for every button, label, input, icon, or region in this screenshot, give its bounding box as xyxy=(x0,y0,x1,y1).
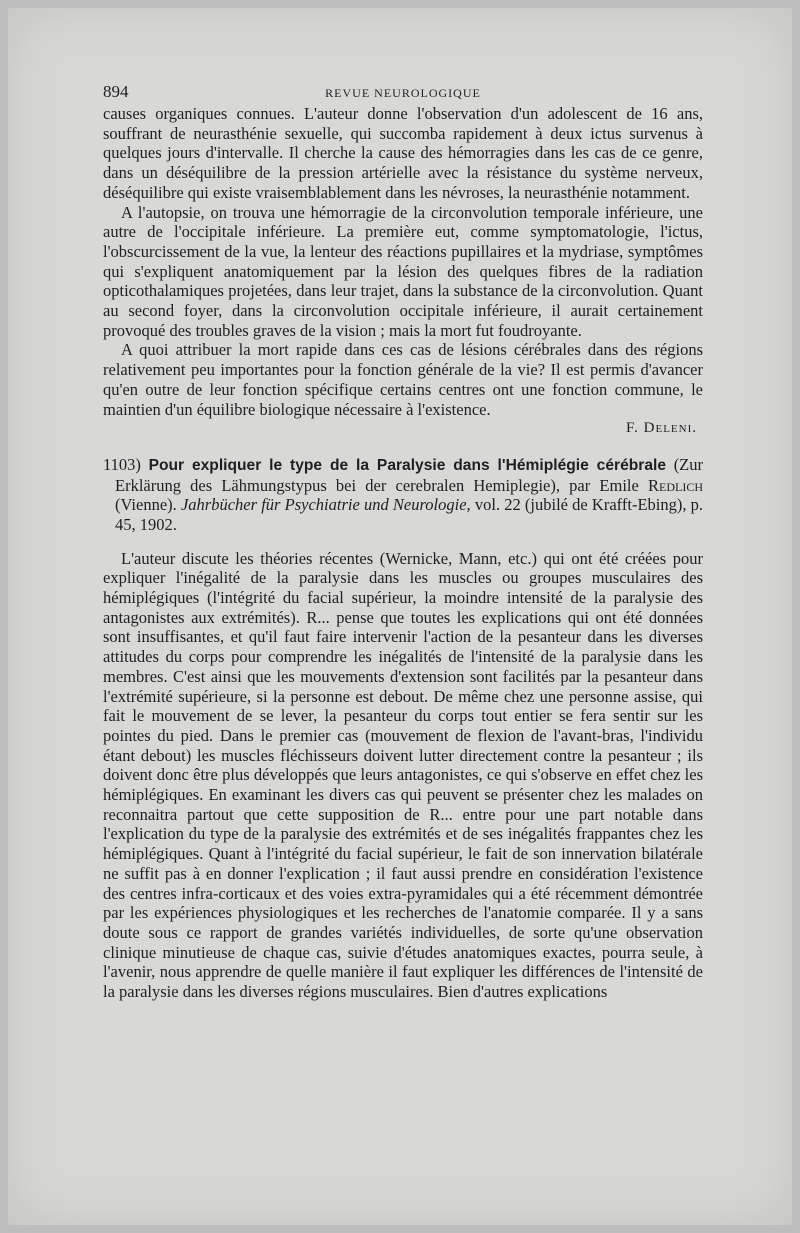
article-citation: vol. 22 (jubilé de Krafft-Ebing), p. 45, 1902. xyxy=(115,495,704,535)
author-first-name: Emile xyxy=(599,475,639,495)
article-heading xyxy=(103,455,703,534)
article-german-title: (Zur Erklärung des Lähmungstypus bei der cerebralen Hemiplegie), par xyxy=(115,455,704,495)
page-header xyxy=(103,82,703,104)
article-title: Pour expliquer le type de la Paralysie dans l'Hémiplégie cérébrale xyxy=(148,457,667,475)
journal-name: Jahrbücher für Psychiatrie und Neurologie, xyxy=(180,495,471,515)
article-entry xyxy=(103,455,703,1002)
paragraph-1: causes organiques connues. L'auteur donne l'observation d'un adolescent de 16 ans, souffrant de neurasthénie sexuelle, qui succomba rapidement à deux ictus survenus à quelques jours d'intervalle. Il cherche la cause des hémorragies dans les cas de ce genre, dans un déséquilibre de la pression artérielle avec la résistance du système nerveux, déséquilibre qui existe vraisemblablement dans les névroses, la neurasthénie notamment. xyxy=(103,104,703,202)
signature-text: F. Deleni. xyxy=(626,420,697,437)
paragraph-2: A l'autopsie, on trouva une hémorragie de la circonvolution temporale inférieure, une autre de l'occipitale inférieure. La première eut, comme symptomatologie, l'ictus, l'obscurcissement de la vue, la lenteur des réactions pupillaires et la mydriase, symptômes qui s'expliquent anatomiquement par la lésion des quelques fibres de la radiation opticothalamiques projetées, dans leur trajet, dans la substance de la circonvolution. Quant au second foyer, dans la circonvolution occipitale inférieure, il aurait certainement provoqué des troubles graves de la vision ; mais la mort fut foudroyante. xyxy=(103,202,703,340)
signature xyxy=(103,419,703,438)
paragraph-3: A quoi attribuer la mort rapide dans ces cas de lésions cérébrales dans des régions relativement peu importantes pour la fonction générale de la vie? Il est permis d'avancer qu'en outre de leur fonction spécifique certains centres ont une fonction commune, le maintien d'un équilibre biologique nécessaire à l'existence. xyxy=(103,340,703,419)
author-place: (Vienne). xyxy=(115,495,177,515)
author-last-name: Redlich xyxy=(648,475,704,495)
page xyxy=(8,8,792,1225)
article-body: L'auteur discute les théories récentes (Wernicke, Mann, etc.) qui ont été créées pour expliquer l'inégalité de la paralysie dans les muscles ou groupes musculaires des hémiplégiques (l'intégrité du facial supérieur, la moindre intensité de la paralysie des antagonistes aux extrémités). R... pense que toutes les explications qui ont été données sont insuffisantes, et qu'il faut faire intervenir l'action de la pesanteur dans les diverses attitudes du corps pour comprendre les inégalités de l'intensité de la paralysie dans les membres. C'est ainsi que les mouvements d'extension sont facilités par la pesanteur dans l'extrémité supérieure, si la personne est debout. De même chez une personne assise, qui fait le mouvement de se lever, la pesanteur du corps tout entier se fera sentir sur les pointes du pied. Dans le premier cas (mouvement de flexion de l'avant-bras, l'individu étant debout) les muscles fléchisseurs doivent lutter directement contre la pesanteur ; ils doivent donc être plus développés que leurs antagonistes, ce qui s'observe en effet chez les hémiplégiques. En examinant les divers cas qui peuvent se présenter chez les malades on reconnaitra partout que cette supposition de R... entre pour une part notable dans l'explication du type de la paralysie des extrémités et de ses inégalités frappantes chez les hémiplégiques. Quant à l'intégrité du facial supérieur, le fait de son innervation bilatérale ne suffit pas à en donner l'explication ; il faut aussi prendre en considération l'existence des centres infra-corticaux et des voies extra-pyramidales qui a été récemment démontrée par les expériences physiologiques et les recherches de l'anatomie comparée. Il y a sans doute sous ce rapport de grandes variétés individuelles, de sorte qu'une observation clinique minutieuse de chaque cas, suivie d'études anatomiques exactes, pourra seule, à l'avenir, nous apprendre de quelle manière il faut expliquer les différences de l'intensité de la paralysie dans les diverses régions musculaires. Bien d'autres explications xyxy=(103,548,703,1002)
text-column xyxy=(103,82,703,1002)
running-title: REVUE NEUROLOGIQUE xyxy=(325,86,481,100)
article-number: 1103) xyxy=(103,455,141,475)
page-number: 894 xyxy=(103,82,129,101)
